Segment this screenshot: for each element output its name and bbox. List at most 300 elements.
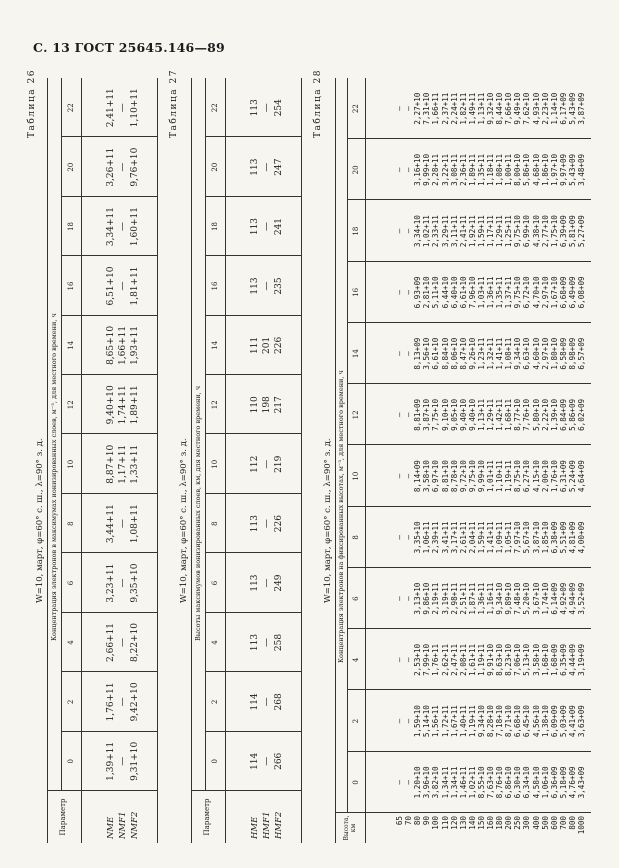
table-cell: 6,61+10	[431, 337, 441, 370]
table-cell: 1,59+11	[476, 215, 486, 248]
table-cell: 241	[274, 217, 284, 236]
table-cell: 1,02+11	[422, 215, 432, 248]
hour-header: 22	[67, 103, 75, 113]
table-cell: 8,87+10	[106, 444, 116, 484]
table-cell: 1,85+10	[540, 521, 550, 554]
table-cell: 9,40+10	[467, 398, 477, 431]
table-cell: 6,39+09	[558, 215, 568, 248]
table-cell: 8,47+10	[458, 337, 468, 370]
table-cell: 2,51+11	[458, 582, 468, 615]
table-cell: 1,39+11	[106, 741, 116, 781]
table-cell: 6,38+09	[549, 521, 559, 554]
table-cell: 8,76+10	[495, 766, 505, 799]
table-cell: 6,09+09	[549, 705, 559, 738]
table-cell: 6,27+10	[522, 460, 532, 493]
table-cell: 9,75+10	[513, 215, 523, 248]
table-cell: 6,99+10	[522, 215, 532, 248]
table-cell: 1,17+11	[486, 215, 495, 248]
table-cell: 3,56+10	[422, 337, 432, 370]
table-cell: 8,77+10	[513, 398, 523, 431]
rotated-page-content	[23, 47, 591, 843]
table-cell: 1,32+11	[486, 337, 495, 370]
table-cell: 1,74+11	[118, 385, 128, 425]
table-cell: 6,35+09	[558, 643, 568, 676]
hour-header: 14	[211, 340, 219, 350]
table-cell: 5,81+09	[567, 215, 577, 248]
hour-header: 6	[211, 580, 219, 586]
height-label: 400	[531, 816, 541, 830]
table-cell: —	[118, 103, 128, 113]
table-cell: 2,41+11	[458, 215, 468, 248]
table-cell: 3,58+10	[531, 643, 541, 676]
table-cell: 3,19+11	[440, 582, 450, 615]
table-cell: 5,03+09	[558, 705, 568, 738]
table-cell: 1,93+11	[130, 325, 140, 365]
table-cell: 1,60+11	[130, 207, 140, 247]
hour-header: 18	[352, 226, 360, 236]
table-cell: 5,13+10	[522, 643, 532, 676]
table-cell: —	[395, 535, 404, 540]
table-cell: 110	[250, 396, 260, 414]
table-cell: 5,43+09	[567, 92, 577, 125]
table-cell: 3,34+11	[106, 207, 116, 247]
table-cell: 2,36+11	[458, 153, 468, 186]
table-27	[191, 78, 301, 843]
table-27-condition: W=10, март, φ=60° с. ш., λ=90° з. д.	[179, 438, 189, 603]
table-cell: 6,86+10	[504, 766, 514, 799]
height-label: 150	[476, 816, 486, 830]
height-label: 65	[395, 816, 404, 826]
table-cell: 3,13+10	[413, 582, 423, 615]
table-cell: 6,44+10	[440, 276, 450, 309]
table-cell: 249	[274, 574, 284, 592]
table-cell: 2,00+10	[540, 460, 550, 493]
table-cell: 111	[250, 336, 260, 354]
table-cell: 1,23+11	[476, 337, 486, 370]
table-cell: 6,34+10	[522, 766, 532, 799]
row-label: NMF2	[130, 811, 140, 839]
table-cell: 8,28+10	[486, 705, 495, 738]
table-cell: 8,98+09	[567, 337, 577, 370]
table-cell: 4,41+09	[567, 705, 577, 738]
table-cell: 6,68+10	[513, 705, 523, 738]
table-cell: 8,22+10	[130, 622, 140, 662]
table-cell: 5,24+09	[567, 460, 577, 493]
table-cell: 8,81+10	[440, 460, 450, 493]
hour-header: 12	[211, 400, 219, 410]
table-cell: 2,61+11	[458, 521, 468, 554]
table-cell: 1,89+11	[467, 153, 477, 186]
height-label: 500	[540, 816, 550, 830]
table-cell: 6,30+10	[513, 766, 523, 799]
table-cell: 247	[274, 158, 284, 176]
table-cell: 1,68+11	[504, 398, 514, 431]
hour-header: 20	[211, 162, 219, 172]
table-cell: 2,53+10	[413, 643, 423, 676]
table-cell: 1,76+11	[431, 643, 441, 676]
table-cell: 8,14+09	[413, 460, 423, 493]
table-cell: 8,23+10	[504, 643, 514, 676]
table-cell: 113	[250, 277, 260, 295]
table-cell: 1,19+11	[467, 705, 477, 738]
table-cell: 1,35+11	[495, 276, 505, 309]
table-28-label: Таблица 28	[313, 69, 323, 138]
table-cell: 3,82+10	[431, 766, 441, 799]
table-cell: 1,41+11	[486, 521, 495, 554]
hour-header: 8	[67, 521, 75, 526]
table-cell: 9,97+09	[558, 153, 568, 186]
table-cell: 266	[274, 752, 284, 770]
table-cell: 6,57+09	[577, 337, 586, 370]
table-cell: 3,48+09	[577, 153, 586, 186]
top-rule	[191, 78, 192, 843]
table-cell: —	[404, 657, 414, 663]
table-cell: 6,31+09	[558, 460, 568, 493]
table-cell: 1,08+11	[504, 337, 514, 370]
table-cell: 9,34+10	[495, 582, 505, 615]
height-label: 100	[431, 816, 441, 830]
table-cell: —	[262, 519, 272, 529]
table-cell: 9,49+10	[513, 92, 523, 125]
table-cell: 8,44+10	[495, 92, 505, 125]
table-cell: 1,08+11	[130, 504, 140, 544]
table-cell: —	[404, 473, 414, 479]
table-cell: —	[404, 718, 414, 724]
table-cell: 3,96+10	[422, 766, 432, 799]
table-28-condition: W=10, март, φ=60° с. ш., λ=90° з. д.	[323, 438, 333, 603]
header-rule	[225, 78, 226, 843]
table-cell: —	[404, 412, 414, 418]
height-label: 800	[567, 816, 577, 830]
table-cell: 2,23+10	[540, 92, 550, 125]
table-26	[47, 78, 157, 843]
height-label: 110	[440, 816, 450, 830]
table-cell: 1,67+11	[449, 705, 459, 738]
table-cell: 3,34+10	[413, 215, 423, 248]
table-cell: —	[118, 222, 128, 232]
table-cell: 1,82+11	[458, 92, 468, 125]
table-cell: 1,29+11	[486, 398, 495, 431]
table-cell: 113	[250, 633, 260, 652]
table-cell: 3,44+11	[106, 504, 116, 544]
table-cell: 5,11+10	[431, 276, 441, 309]
table-cell: 9,32+10	[486, 92, 495, 125]
height-header: Высота, км	[343, 815, 357, 841]
table-cell: 198	[262, 396, 272, 414]
table-cell: —	[118, 578, 128, 588]
table-cell: 6,40+10	[449, 276, 459, 309]
table-cell: 6,61+10	[458, 276, 468, 309]
table-cell: 3,87+10	[531, 521, 541, 554]
table-cell: 1,68+10	[540, 643, 550, 676]
hour-header: 18	[67, 222, 75, 232]
table-cell: 5,20+10	[522, 582, 532, 615]
height-label: 700	[558, 816, 568, 830]
table-cell: 254	[274, 99, 284, 117]
table-cell: —	[404, 167, 414, 173]
height-label: 130	[458, 816, 468, 830]
table-cell: 2,39+11	[431, 521, 441, 554]
bottom-rule	[301, 78, 302, 843]
height-label: 70	[404, 816, 414, 826]
table-cell: 113	[250, 515, 260, 533]
table-cell: 6,84+09	[558, 398, 568, 431]
table-cell: 9,34+10	[476, 705, 486, 738]
table-cell: 4,56+10	[531, 705, 541, 738]
hour-header: 6	[352, 596, 360, 601]
table-cell: —	[118, 756, 128, 766]
table-cell: 2,33+11	[431, 215, 441, 248]
table-cell: 1,67+10	[549, 276, 559, 309]
table-cell: 7,63+10	[486, 766, 495, 799]
table-cell: 2,37+11	[440, 92, 450, 125]
table-cell: 6,14+09	[549, 582, 559, 615]
table-cell: 6,17+09	[558, 92, 568, 125]
hour-header: 16	[67, 281, 75, 291]
table-cell: 2,47+11	[449, 643, 459, 676]
table-cell: 1,13+11	[476, 398, 486, 431]
table-cell: 3,87+10	[422, 398, 432, 431]
table-cell: 1,68+09	[549, 643, 559, 676]
table-cell: 3,58+10	[422, 460, 432, 493]
table-cell: 1,41+11	[495, 337, 505, 370]
table-cell: 1,29+11	[495, 215, 505, 248]
hour-header: 18	[211, 222, 219, 232]
hour-header: 14	[67, 340, 75, 350]
table-cell: —	[395, 412, 404, 418]
hour-header: 16	[211, 281, 219, 291]
table-cell: 2,98+11	[449, 582, 459, 615]
table-cell: 5,18+09	[558, 766, 568, 799]
table-cell: 4,00+09	[577, 521, 586, 554]
table-cell: 6,45+10	[522, 705, 532, 738]
table-cell: 1,17+11	[118, 444, 128, 484]
table-cell: 1,36+11	[486, 276, 495, 309]
hour-header: 22	[211, 103, 219, 113]
table-cell: 1,86+10	[540, 153, 550, 186]
table-cell: 9,35+10	[130, 563, 140, 603]
table-cell: —	[404, 780, 414, 785]
table-cell: 113	[250, 217, 260, 236]
table-cell: 6,51+10	[106, 266, 116, 306]
table-cell: 1,02+11	[467, 766, 477, 799]
table-26-label: Таблица 26	[27, 69, 37, 138]
table-cell: 5,43+09	[567, 153, 577, 186]
height-label: 120	[449, 816, 459, 830]
table-cell: 5,27+09	[577, 215, 586, 248]
table-cell: 1,37+11	[504, 276, 514, 309]
table-cell: 9,42+10	[130, 682, 140, 722]
height-label: 1000	[577, 816, 586, 835]
table-cell: 1,35+11	[476, 153, 486, 186]
hour-header: 2	[67, 699, 75, 705]
table-cell: 1,81+11	[130, 266, 140, 306]
header-rule	[81, 78, 82, 843]
page-header: С. 13 ГОСТ 25645.146—89	[33, 40, 225, 55]
param-header: Параметр	[203, 798, 211, 836]
table-cell: 4,81+09	[567, 521, 577, 554]
table-cell: 1,36+11	[476, 582, 486, 615]
table-cell: 1,14+10	[549, 92, 559, 125]
table-cell: —	[262, 162, 272, 172]
table-cell: 1,39+10	[549, 398, 559, 431]
param-header: Параметр	[59, 798, 67, 836]
hour-header: 4	[352, 657, 360, 663]
table-cell: —	[395, 473, 404, 479]
height-label: 250	[513, 816, 523, 830]
table-cell: 1,09+11	[495, 521, 505, 554]
table-cell: 4,76+09	[567, 766, 577, 799]
table-cell: 4,60+10	[531, 337, 541, 370]
table-cell: 9,10+10	[440, 398, 450, 431]
row-label: NME	[106, 816, 116, 839]
table-27-label: Таблица 27	[169, 69, 179, 138]
table-cell: 6,68+09	[558, 276, 568, 309]
table-cell: —	[118, 697, 128, 707]
table-cell: 2,24+11	[449, 92, 459, 125]
hour-header: 20	[67, 162, 75, 172]
table-cell: 7,76+10	[522, 398, 532, 431]
height-label: 600	[549, 816, 559, 830]
table-cell: 5,67+10	[522, 521, 532, 554]
table-cell: —	[404, 106, 414, 111]
table-cell: —	[395, 167, 404, 173]
row-label: HME	[250, 816, 260, 839]
table-cell: —	[395, 290, 404, 295]
table-cell: —	[395, 106, 404, 111]
table-cell: —	[118, 519, 128, 529]
hour-header: 10	[67, 459, 75, 469]
table-cell: 1,13+11	[476, 92, 486, 125]
table-cell: 8,65+10	[106, 325, 116, 365]
table-cell: 7,75+10	[431, 398, 441, 431]
table-28	[335, 78, 591, 843]
table-cell: 4,64+09	[577, 460, 586, 493]
table-cell: —	[395, 657, 404, 663]
table-cell: —	[262, 697, 272, 707]
table-cell: 3,11+11	[449, 215, 459, 248]
hour-header: 4	[67, 640, 75, 645]
table-cell: 1,49+11	[467, 92, 477, 125]
table-cell: 1,33+11	[130, 444, 140, 484]
table-cell: —	[404, 290, 414, 295]
table-cell: 8,63+10	[495, 643, 505, 676]
table-cell: 4,93+10	[531, 92, 541, 125]
table-cell: 2,97+10	[540, 276, 550, 309]
height-label: 140	[467, 816, 477, 830]
height-label: 300	[522, 816, 532, 830]
table-cell: —	[118, 281, 128, 291]
table-cell: 5,51+09	[558, 521, 568, 554]
hour-header: 0	[67, 759, 75, 764]
table-cell: 4,15+10	[531, 460, 541, 493]
table-cell: 6,49+09	[567, 276, 577, 309]
height-label: 160	[486, 816, 495, 830]
table-cell: 1,16+11	[486, 582, 495, 615]
table-cell: 1,05+11	[504, 521, 514, 554]
table-cell: 9,26+10	[467, 337, 477, 370]
table-cell: 9,91+10	[486, 643, 495, 676]
hour-header: 16	[352, 287, 360, 297]
height-label: 200	[504, 816, 514, 830]
table-cell: 1,46+11	[458, 766, 468, 799]
table-cell: —	[262, 222, 272, 232]
table-cell: 7,97+10	[513, 521, 523, 554]
table-cell: 4,44+09	[567, 643, 577, 676]
table-cell: 2,08+11	[458, 643, 468, 676]
table-cell: 201	[262, 336, 272, 354]
table-cell: 114	[250, 693, 260, 711]
table-cell: 9,99+10	[476, 460, 486, 493]
table-cell: 6,36+09	[549, 766, 559, 799]
table-cell: 9,34+10	[513, 337, 523, 370]
table-cell: 1,06+10	[540, 766, 550, 799]
table-cell: —	[404, 228, 414, 234]
table-cell: 4,92+09	[558, 582, 568, 615]
table-cell: 5,86+09	[567, 398, 577, 431]
table-cell: —	[395, 228, 404, 234]
table-cell: 113	[250, 158, 260, 176]
table-cell: 112	[250, 455, 260, 473]
table-cell: —	[262, 756, 272, 766]
table-cell: 3,63+09	[577, 705, 586, 738]
hour-header: 8	[352, 535, 360, 540]
table-cell: 7,06+10	[513, 643, 523, 676]
height-label: 180	[495, 816, 505, 830]
table-cell: 8,81+09	[413, 398, 423, 431]
hour-header: 0	[352, 780, 360, 785]
hour-header: 10	[352, 471, 360, 481]
table-cell: —	[404, 351, 414, 356]
hour-header: 10	[211, 459, 219, 469]
table-cell: 8,06+10	[449, 337, 459, 370]
row-label: HMF1	[262, 811, 272, 839]
hour-header: 2	[211, 699, 219, 705]
row-label: NMF1	[118, 811, 128, 839]
table-cell: —	[404, 535, 414, 540]
table-cell: 1,72+11	[440, 705, 450, 738]
height-label: 80	[413, 816, 423, 826]
table-cell: 3,08+11	[449, 153, 459, 186]
table-cell: 1,80+10	[549, 337, 559, 370]
table-cell: 1,06+11	[422, 521, 432, 554]
table-cell: 3,52+09	[577, 582, 586, 615]
table-cell: 113	[250, 574, 260, 592]
hour-header: 12	[67, 400, 75, 410]
table-cell: 4,70+10	[531, 276, 541, 309]
table-cell: 9,72+10	[458, 460, 468, 493]
table-cell: 9,75+10	[467, 460, 477, 493]
table-cell: 258	[274, 633, 284, 652]
table-cell: 1,10+11	[130, 88, 140, 128]
table-cell: 1,10+11	[495, 460, 505, 493]
table-cell: 7,96+10	[467, 276, 477, 309]
table-cell: 3,22+11	[440, 153, 450, 186]
table-cell: 3,16+10	[413, 153, 423, 186]
table-cell: 6,58+09	[558, 337, 568, 370]
table-cell: 1,59+11	[476, 521, 486, 554]
table-cell: 3,41+11	[440, 521, 450, 554]
table-cell: 217	[274, 396, 284, 414]
table-cell: 1,42+11	[495, 398, 505, 431]
table-cell: 113	[250, 99, 260, 117]
hour-header: 0	[211, 759, 219, 764]
table-cell: 7,62+10	[522, 92, 532, 125]
table-cell: 1,19+11	[504, 460, 514, 493]
table-cell: 1,87+11	[467, 582, 477, 615]
table-cell: 6,08+09	[577, 276, 586, 309]
table-cell: —	[395, 718, 404, 724]
